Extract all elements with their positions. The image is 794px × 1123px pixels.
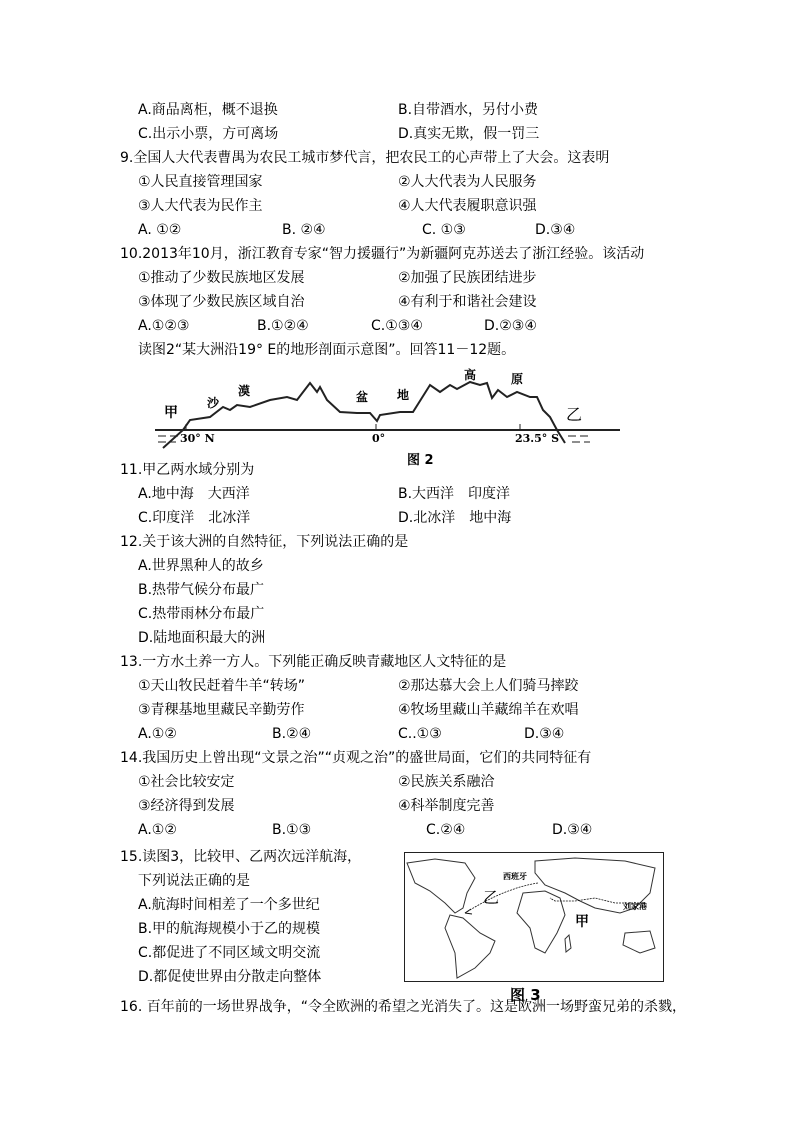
q11-option-c: C.印度洋 北冰洋 <box>138 510 251 526</box>
q9-option-d: D.③④ <box>535 222 576 238</box>
figure-2-caption: 图 2 <box>407 453 434 468</box>
q12-option-d: D.陆地面积最大的洲 <box>138 630 266 646</box>
q13-option-a: A.①② <box>138 726 177 742</box>
q13-statement-2: ②那达慕大会上人们骑马摔跤 <box>398 678 579 694</box>
q10-statement-3: ③体现了少数民族区域自治 <box>138 294 305 310</box>
tick-23-5s: 23.5° S <box>515 432 560 445</box>
q12-option-b: B.热带气候分布最广 <box>138 582 265 598</box>
q10-stem: 10.2013年10月，浙江教育专家“智力援疆行”为新疆阿克苏送去了浙江经验。该活动 <box>120 246 645 262</box>
q10-option-b: B.①②④ <box>257 318 309 334</box>
q11-option-b: B.大西洋 印度洋 <box>398 486 511 502</box>
label-di: 地 <box>397 388 410 402</box>
q15-stem-line1: 15.读图3，比较甲、乙两次远洋航海， <box>120 849 362 865</box>
q11-option-d: D.北冰洋 地中海 <box>398 510 512 526</box>
world-map-drawing <box>405 853 663 981</box>
q8-option-c: C.出示小票，方可离场 <box>138 126 279 142</box>
q13-option-b: B.②④ <box>272 726 312 742</box>
label-yuan: 原 <box>511 372 524 386</box>
q9-stem: 9.全国人大代表曹禺为农民工城市梦代言，把农民工的心声带上了大会。这表明 <box>120 150 610 166</box>
figure2-intro: 读图2“某大洲沿19° E的地形剖面示意图”。回答11－12题。 <box>138 342 516 358</box>
tick-30n: 30° N <box>180 432 215 445</box>
label-sha: 沙 <box>207 396 220 410</box>
q15-option-b: B.甲的航海规模小于乙的规模 <box>138 921 321 937</box>
q10-option-c: C.①③④ <box>371 318 423 334</box>
q11-stem: 11.甲乙两水域分别为 <box>120 462 255 478</box>
q8-option-b: B.自带酒水，另付小费 <box>398 102 539 118</box>
label-liujiagang: 刘家港 <box>623 902 647 911</box>
q12-option-c: C.热带雨林分布最广 <box>138 606 265 622</box>
q15-option-d: D.都促使世界由分散走向整体 <box>138 969 322 985</box>
q12-option-a: A.世界黑种人的故乡 <box>138 558 264 574</box>
q11-option-a: A.地中海 大西洋 <box>138 486 250 502</box>
q14-option-d: D.③④ <box>552 822 593 838</box>
q15-option-c: C.都促进了不同区域文明交流 <box>138 945 321 961</box>
q13-option-c: C..①③ <box>398 726 442 742</box>
q9-option-c: C. ①③ <box>422 222 466 238</box>
q9-statement-3: ③人大代表为民作主 <box>138 198 263 214</box>
q14-statement-2: ②民族关系融洽 <box>398 774 495 790</box>
q8-option-d: D.真实无欺，假一罚三 <box>398 126 540 142</box>
q9-statement-2: ②人大代表为人民服务 <box>398 174 537 190</box>
label-spain: 西班牙 <box>503 872 527 881</box>
q9-option-a: A. ①② <box>138 222 182 238</box>
q14-option-c: C.②④ <box>426 822 466 838</box>
q10-statement-1: ①推动了少数民族地区发展 <box>138 270 305 286</box>
q9-statement-1: ①人民直接管理国家 <box>138 174 263 190</box>
q10-statement-2: ②加强了民族团结进步 <box>398 270 537 286</box>
label-gao: 高 <box>464 368 477 382</box>
q15-stem-line2: 下列说法正确的是 <box>138 873 250 889</box>
q12-stem: 12.关于该大洲的自然特征，下列说法正确的是 <box>120 534 409 550</box>
q14-statement-4: ④科举制度完善 <box>398 798 495 814</box>
q14-option-b: B.①③ <box>272 822 312 838</box>
q13-statement-1: ①天山牧民赶着牛羊“转场” <box>138 678 306 694</box>
label-route-yi: 乙 <box>483 888 500 907</box>
q14-statement-3: ③经济得到发展 <box>138 798 235 814</box>
figure-2-terrain-profile <box>0 0 794 470</box>
q9-option-b: B. ②④ <box>282 222 326 238</box>
q13-statement-3: ③青稞基地里藏民辛勤劳作 <box>138 702 305 718</box>
q13-statement-4: ④牧场里藏山羊藏绵羊在欢唱 <box>398 702 579 718</box>
q10-statement-4: ④有利于和谐社会建设 <box>398 294 537 310</box>
q10-option-a: A.①②③ <box>138 318 190 334</box>
tick-0: 0° <box>372 432 386 445</box>
label-pen: 盆 <box>356 390 369 404</box>
label-mo: 漠 <box>238 384 251 398</box>
q9-statement-4: ④人大代表履职意识强 <box>398 198 537 214</box>
q10-option-d: D.②③④ <box>484 318 537 334</box>
terrain-profile-drawing <box>0 0 794 470</box>
q16-stem: 16. 百年前的一场世界战争，“令全欧洲的希望之光消失了。这是欧洲一场野蛮兄弟的杀戮， <box>120 999 686 1015</box>
figure-3-caption: 图 3 <box>510 986 541 1004</box>
q8-option-a: A.商品离柜，概不退换 <box>138 102 278 118</box>
label-route-jia: 甲 <box>575 914 589 930</box>
q14-statement-1: ①社会比较安定 <box>138 774 235 790</box>
q14-option-a: A.①② <box>138 822 177 838</box>
q13-stem: 13.一方水土养一方人。下列能正确反映青藏地区人文特征的是 <box>120 654 507 670</box>
q13-option-d: D.③④ <box>524 726 565 742</box>
q14-stem: 14.我国历史上曾出现“文景之治”“贞观之治”的盛世局面，它们的共同特征有 <box>120 750 592 766</box>
q15-option-a: A.航海时间相差了一个多世纪 <box>138 897 320 913</box>
label-yi: 乙 <box>566 405 583 424</box>
figure-3-world-map <box>404 852 664 982</box>
label-jia: 甲 <box>164 405 178 421</box>
